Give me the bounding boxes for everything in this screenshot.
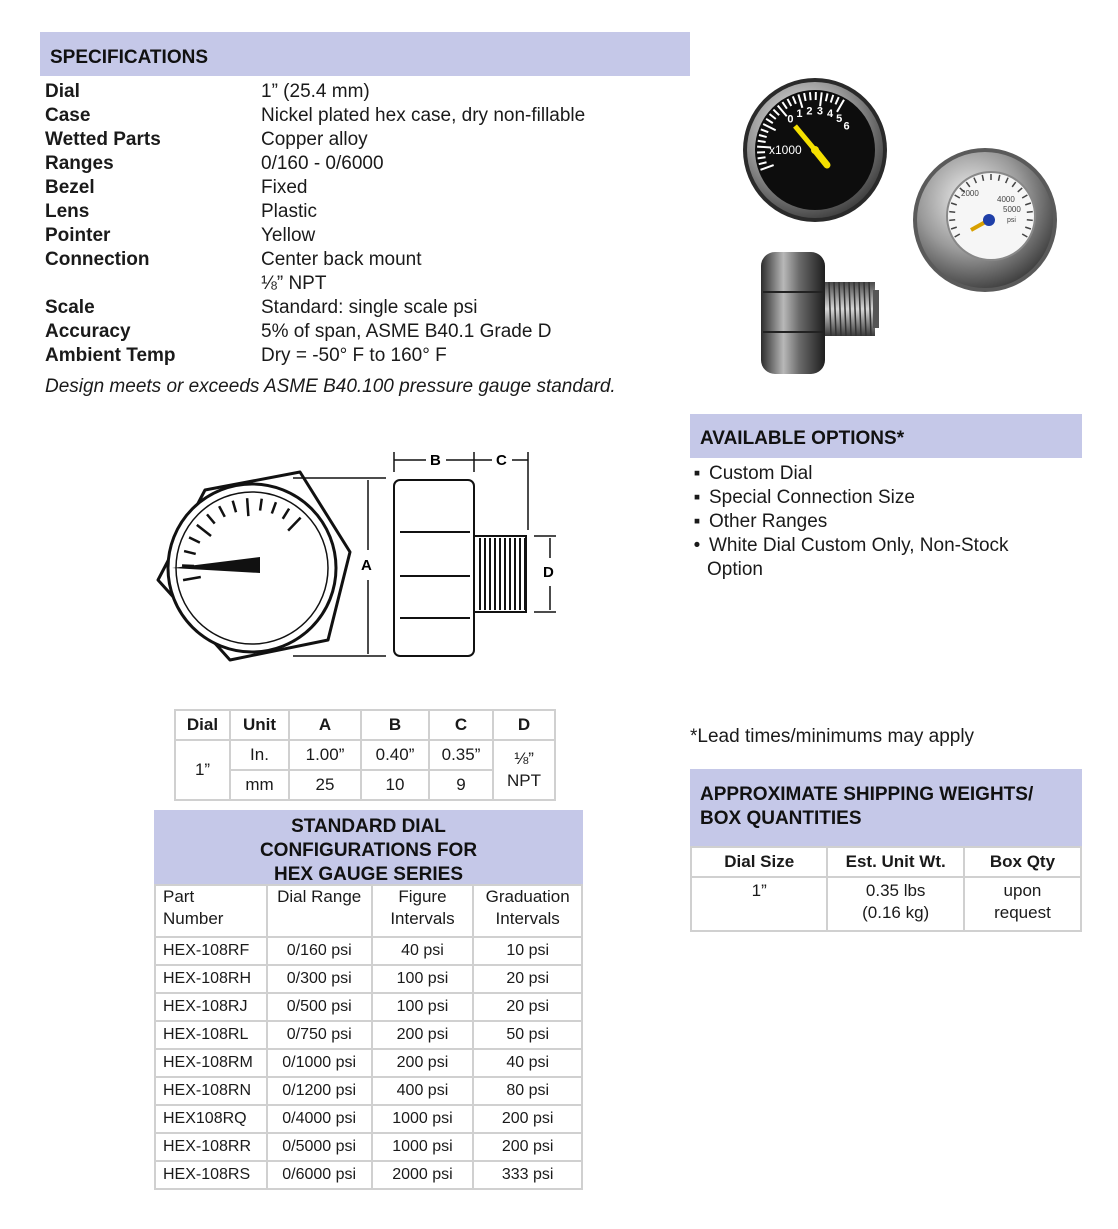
ship-col-dial: Dial Size bbox=[691, 847, 827, 877]
cfg-figure-cell: 1000 psi bbox=[372, 1105, 474, 1133]
spec-label: Ambient Temp bbox=[45, 345, 176, 366]
dim-dial-cell: 1” bbox=[175, 740, 230, 800]
options-item-continuation-text: Option bbox=[707, 559, 763, 580]
cfg-figure-cell: 2000 psi bbox=[372, 1161, 474, 1189]
dim-col-a: A bbox=[289, 710, 361, 740]
dim-row-in bbox=[175, 740, 555, 770]
gauge-white-num-3: 5000 bbox=[1003, 205, 1021, 214]
ship-weight-line2: (0.16 kg) bbox=[862, 903, 930, 922]
cfg-graduation-cell: 40 psi bbox=[473, 1049, 582, 1077]
cfg-part-cell: HEX-108RL bbox=[155, 1021, 267, 1049]
dial-tick bbox=[1027, 220, 1033, 221]
spec-value: 5% of span, ASME B40.1 Grade D bbox=[261, 321, 552, 342]
ship-qty-line2: request bbox=[994, 903, 1051, 922]
spec-value: Fixed bbox=[261, 177, 308, 198]
cfg-part-cell: HEX108RQ bbox=[155, 1105, 267, 1133]
configurations-header-line3: HEX GAUGE SERIES bbox=[274, 864, 463, 885]
dial-number: 4 bbox=[826, 107, 834, 120]
table-row bbox=[155, 965, 582, 993]
cfg-col-figure-line2: Intervals bbox=[390, 909, 455, 928]
cfg-range-cell: 0/750 psi bbox=[267, 1021, 372, 1049]
spec-label: Ranges bbox=[45, 153, 114, 174]
spec-label: Dial bbox=[45, 81, 80, 102]
dial-number: 6 bbox=[843, 120, 850, 133]
cfg-col-graduation bbox=[473, 885, 582, 937]
spec-label: Lens bbox=[45, 201, 90, 222]
cfg-part-cell: HEX-108RM bbox=[155, 1049, 267, 1077]
dimensions-table bbox=[174, 709, 556, 801]
configurations-table bbox=[154, 884, 583, 1190]
dial-tick bbox=[758, 157, 766, 158]
spec-value: Yellow bbox=[261, 225, 316, 246]
design-note: Design meets or exceeds ASME B40.100 pressure gauge standard. bbox=[45, 376, 616, 397]
dim-col-d: D bbox=[493, 710, 555, 740]
spec-label: Wetted Parts bbox=[45, 129, 161, 150]
cfg-range-cell: 0/160 psi bbox=[267, 937, 372, 965]
ship-qty-line1: upon bbox=[1003, 881, 1042, 900]
cfg-graduation-cell: 20 psi bbox=[473, 965, 582, 993]
shipping-table bbox=[690, 846, 1082, 932]
spec-value: Copper alloy bbox=[261, 129, 368, 150]
cfg-part-cell: HEX-108RJ bbox=[155, 993, 267, 1021]
cfg-figure-cell: 1000 psi bbox=[372, 1133, 474, 1161]
cfg-col-part bbox=[155, 885, 267, 937]
cfg-col-figure bbox=[372, 885, 474, 937]
spec-value: ⅛” NPT bbox=[261, 273, 327, 294]
gauge-photos bbox=[735, 70, 1075, 390]
cfg-col-figure-line1: Figure bbox=[398, 887, 447, 906]
shipping-header-line1: APPROXIMATE SHIPPING WEIGHTS/ bbox=[700, 784, 1034, 805]
dim-unit-cell: mm bbox=[230, 770, 289, 800]
cfg-range-cell: 0/4000 psi bbox=[267, 1105, 372, 1133]
bullet-icon: ▪ bbox=[693, 463, 701, 484]
dim-c-cell: 0.35” bbox=[429, 740, 493, 770]
options-item-text: Custom Dial bbox=[709, 463, 813, 484]
cfg-col-range: Dial Range bbox=[267, 885, 372, 937]
gauge-white-num-4: psi bbox=[1007, 217, 1016, 224]
options-header: AVAILABLE OPTIONS* bbox=[690, 414, 1082, 458]
bullet-icon: • bbox=[693, 535, 701, 556]
table-row bbox=[155, 1105, 582, 1133]
spec-value: 0/160 - 0/6000 bbox=[261, 153, 384, 174]
ship-col-weight: Est. Unit Wt. bbox=[827, 847, 963, 877]
dim-label-d: D bbox=[543, 564, 554, 581]
cfg-graduation-cell: 50 psi bbox=[473, 1021, 582, 1049]
options-item-text: Other Ranges bbox=[709, 511, 828, 532]
cfg-range-cell: 0/500 psi bbox=[267, 993, 372, 1021]
drawing-tick bbox=[260, 499, 262, 511]
configurations-header bbox=[154, 810, 583, 885]
ship-weight-line1: 0.35 lbs bbox=[865, 881, 926, 900]
gauge-side-view bbox=[394, 480, 526, 656]
dim-b-cell: 10 bbox=[361, 770, 429, 800]
options-item-text: Special Connection Size bbox=[709, 487, 915, 508]
ship-dial-cell: 1” bbox=[691, 877, 827, 931]
gauge-x1000-label: x1000 bbox=[769, 143, 802, 157]
dial-number: 3 bbox=[816, 105, 823, 118]
dim-col-c: C bbox=[429, 710, 493, 740]
side-view-gauge-image bbox=[761, 252, 879, 374]
cfg-col-graduation-line1: Graduation bbox=[485, 887, 570, 906]
cfg-figure-cell: 100 psi bbox=[372, 993, 474, 1021]
gauge-front-view bbox=[158, 472, 350, 660]
dimension-drawing bbox=[150, 440, 570, 680]
ship-col-qty: Box Qty bbox=[964, 847, 1081, 877]
gauge-white-num-2: 4000 bbox=[997, 195, 1015, 204]
dial-number: 1 bbox=[796, 108, 803, 121]
spec-label: Bezel bbox=[45, 177, 95, 198]
dim-d-line2: NPT bbox=[507, 771, 541, 790]
dial-number: 2 bbox=[806, 105, 813, 118]
spec-label: Scale bbox=[45, 297, 95, 318]
black-dial-gauge-image bbox=[743, 78, 887, 222]
dial-tick bbox=[1027, 212, 1033, 213]
gauge-white-num-1: 2000 bbox=[961, 189, 979, 198]
cfg-col-part-line2: Number bbox=[163, 909, 224, 928]
dim-c-cell: 9 bbox=[429, 770, 493, 800]
cfg-part-cell: HEX-108RH bbox=[155, 965, 267, 993]
spec-label: Pointer bbox=[45, 225, 111, 246]
configurations-header-line2: CONFIGURATIONS FOR bbox=[259, 840, 478, 861]
cfg-range-cell: 0/300 psi bbox=[267, 965, 372, 993]
dim-d-cell bbox=[493, 740, 555, 800]
lead-time-note: *Lead times/minimums may apply bbox=[690, 726, 975, 747]
spec-value: 1” (25.4 mm) bbox=[261, 81, 370, 102]
table-row bbox=[155, 993, 582, 1021]
table-row bbox=[155, 1077, 582, 1105]
dim-label-a: A bbox=[361, 557, 372, 574]
shipping-header-line2: BOX QUANTITIES bbox=[700, 808, 862, 829]
dim-col-b: B bbox=[361, 710, 429, 740]
cfg-figure-cell: 200 psi bbox=[372, 1049, 474, 1077]
table-row bbox=[155, 1049, 582, 1077]
cfg-figure-cell: 40 psi bbox=[372, 937, 474, 965]
cfg-graduation-cell: 80 psi bbox=[473, 1077, 582, 1105]
table-row bbox=[155, 1021, 582, 1049]
dim-label-c: C bbox=[496, 452, 507, 469]
table-row bbox=[155, 937, 582, 965]
cfg-figure-cell: 400 psi bbox=[372, 1077, 474, 1105]
cfg-graduation-cell: 200 psi bbox=[473, 1105, 582, 1133]
ship-row bbox=[691, 877, 1081, 931]
spec-value: Standard: single scale psi bbox=[261, 297, 478, 318]
bullet-icon: ▪ bbox=[693, 487, 701, 508]
cfg-range-cell: 0/6000 psi bbox=[267, 1161, 372, 1189]
cfg-figure-cell: 100 psi bbox=[372, 965, 474, 993]
spec-label: Accuracy bbox=[45, 321, 131, 342]
spec-value: Dry = -50° F to 160° F bbox=[261, 345, 447, 366]
cfg-range-cell: 0/5000 psi bbox=[267, 1133, 372, 1161]
spec-label: Connection bbox=[45, 249, 150, 270]
options-item-text: White Dial Custom Only, Non-Stock bbox=[709, 535, 1009, 556]
cfg-graduation-cell: 20 psi bbox=[473, 993, 582, 1021]
table-row bbox=[155, 1161, 582, 1189]
dial-number: 5 bbox=[836, 113, 843, 126]
dim-a-cell: 1.00” bbox=[289, 740, 361, 770]
table-row bbox=[155, 1133, 582, 1161]
dim-col-dial: Dial bbox=[175, 710, 230, 740]
cfg-graduation-cell: 10 psi bbox=[473, 937, 582, 965]
dial-tick bbox=[949, 220, 955, 221]
white-dial-gauge-image bbox=[913, 148, 1057, 292]
dial-number: 0 bbox=[787, 113, 794, 126]
shipping-header bbox=[690, 769, 1082, 847]
dial-tick bbox=[758, 141, 766, 142]
dial-tick bbox=[810, 92, 811, 100]
cfg-col-part-line1: Part bbox=[163, 887, 195, 906]
ship-qty-cell bbox=[964, 877, 1081, 931]
ship-weight-cell bbox=[827, 877, 963, 931]
cfg-part-cell: HEX-108RR bbox=[155, 1133, 267, 1161]
cfg-part-cell: HEX-108RN bbox=[155, 1077, 267, 1105]
cfg-range-cell: 0/1200 psi bbox=[267, 1077, 372, 1105]
cfg-part-cell: HEX-108RS bbox=[155, 1161, 267, 1189]
specifications-header: SPECIFICATIONS bbox=[40, 32, 690, 76]
cfg-graduation-cell: 200 psi bbox=[473, 1133, 582, 1161]
bullet-icon: ▪ bbox=[693, 511, 701, 532]
dial-tick bbox=[949, 212, 955, 213]
dim-unit-cell: In. bbox=[230, 740, 289, 770]
cfg-graduation-cell: 333 psi bbox=[473, 1161, 582, 1189]
dim-d-line1: ⅛” bbox=[514, 749, 534, 768]
dim-a-cell: 25 bbox=[289, 770, 361, 800]
spec-label: Case bbox=[45, 105, 91, 126]
cfg-col-graduation-line2: Intervals bbox=[495, 909, 560, 928]
cfg-figure-cell: 200 psi bbox=[372, 1021, 474, 1049]
drawing-tick bbox=[247, 498, 248, 516]
spec-value: Center back mount bbox=[261, 249, 422, 270]
spec-value: Plastic bbox=[261, 201, 317, 222]
spec-value: Nickel plated hex case, dry non-fillable bbox=[261, 105, 586, 126]
cfg-part-cell: HEX-108RF bbox=[155, 937, 267, 965]
dim-b-cell: 0.40” bbox=[361, 740, 429, 770]
cfg-range-cell: 0/1000 psi bbox=[267, 1049, 372, 1077]
dim-col-unit: Unit bbox=[230, 710, 289, 740]
dim-label-b: B bbox=[430, 452, 441, 469]
configurations-header-line1: STANDARD DIAL bbox=[291, 816, 446, 837]
